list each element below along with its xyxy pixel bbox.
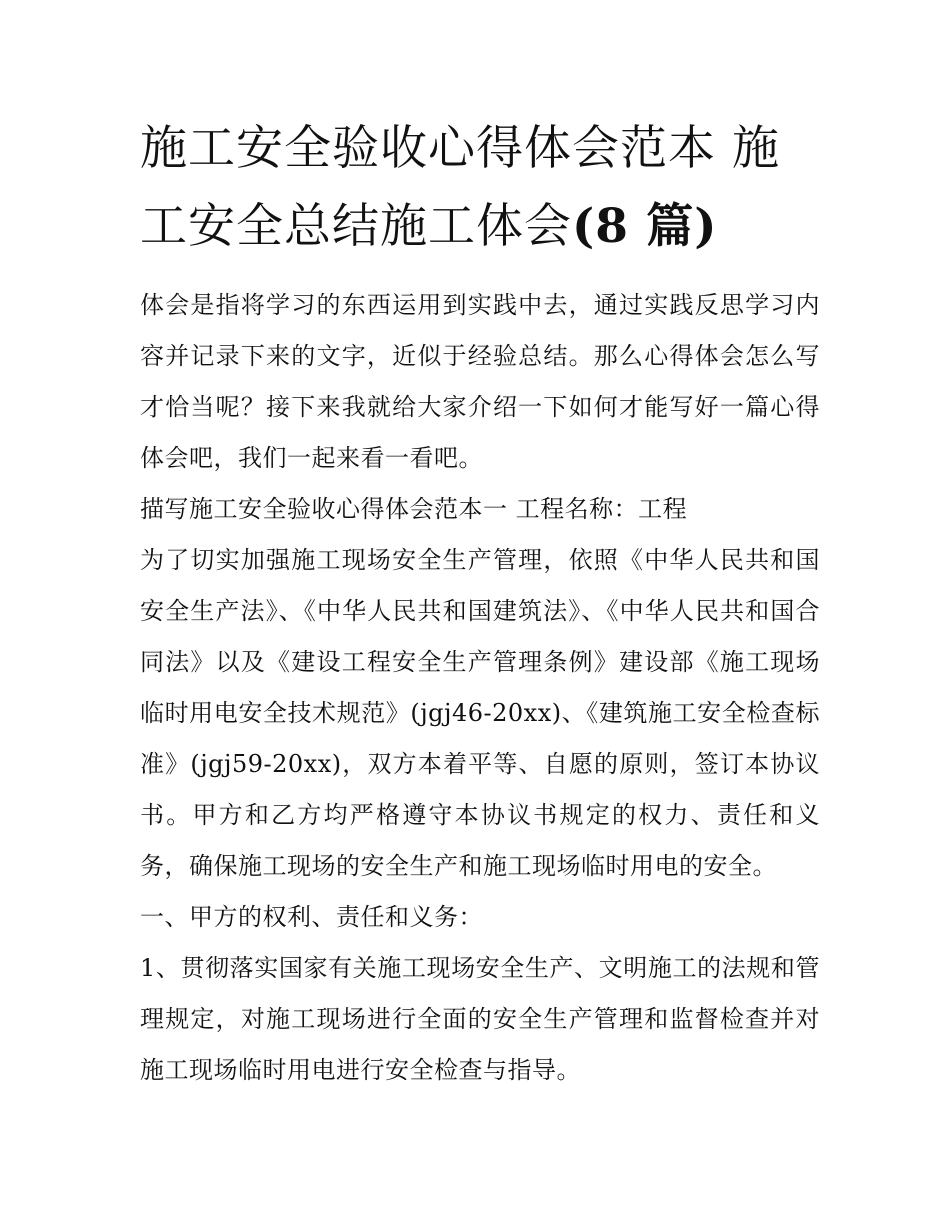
document-title <box>140 110 820 266</box>
document-page <box>140 110 820 1096</box>
section-heading: 描写施工安全验收心得体会范本一 工程名称：工程 <box>140 495 688 523</box>
agreement-paragraph: 为了切实加强施工现场安全生产管理，依照《中华人民共和国安全生产法》、《中华人民共和国建筑法》、《中华人民共和国合同法》以及《建设工程安全生产管理条例》建设部《施工现场临时用电安全技术规范》(jgj46-20xx)、《建筑施工安全检查标准》(jgj59-20xx)，双方本着平等、自愿的原则，签订本协议书。甲方和乙方均严格遵守本协议书规定的权力、责任和义务，确保施工现场的安全生产和施工现场临时用电的安全。 <box>140 546 820 880</box>
title-count: (8 篇) <box>572 199 718 254</box>
title-main: 施工安全验收心得体会范本 施工安全总结施工体会 <box>140 121 780 254</box>
party-a-heading: 一、甲方的权利、责任和义务： <box>140 903 483 931</box>
party-a-item-1: 1、贯彻落实国家有关施工现场安全生产、文明施工的法规和管理规定，对施工现场进行全面的安全生产管理和监督检查并对施工现场临时用电进行安全检查与指导。 <box>140 954 820 1084</box>
intro-paragraph: 体会是指将学习的东西运用到实践中去，通过实践反思学习内容并记录下来的文字，近似于经验总结。那么心得体会怎么写才恰当呢？接下来我就给大家介绍一下如何才能写好一篇心得体会吧，我们一起来看一看吧。 <box>140 291 820 472</box>
document-body <box>140 280 820 1096</box>
